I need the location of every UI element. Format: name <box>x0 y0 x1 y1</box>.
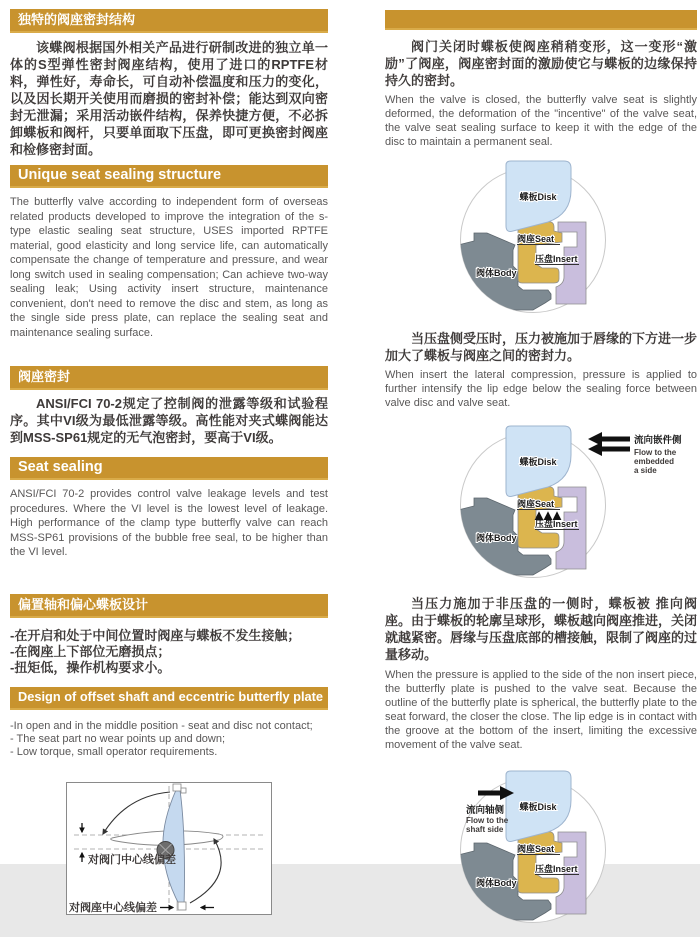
section-header-empty-bar <box>385 10 697 30</box>
section-header-offset-design-en: Design of offset shaft and eccentric butterfly plate <box>10 687 328 710</box>
paragraph-seal-structure-cn: 该蝶阀根据国外相关产品进行研制改进的独立单一体的S型弹性密封阀座结构，使用了进口的RPTFE材料，弹性好，寿命长，可自动补偿温度和压力的变化，以及因长期开关使用而磨损的密封补偿；能达到双向密封无泄漏；采用活动嵌件结构，保养快捷方便，不必拆卸蝶板和阀杆，只要单面取下压盘，即可更换密封阀座和检修密封面。 <box>10 40 328 157</box>
valve-centerline-offset-label: 对阀门中心线偏差 <box>88 853 176 866</box>
bullet-en-1: -In open and in the middle position - seat and disc not contact; <box>10 719 313 732</box>
bullet-cn-2: -在阀座上下部位无磨损点； <box>10 643 171 659</box>
paragraph-valve-closed-en: When the valve is closed, the butterfly valve seat is slightly deformed, the deformation of the "incentive" of the valve seat, the valve seat sealing surface to keep it with the edge of the disc to maintain a permanent seal. <box>385 94 697 148</box>
seat-centerline-offset-label: 对阀座中心线偏差 <box>69 901 157 914</box>
valve-cross-section-diagram-2 <box>438 417 682 592</box>
flow-arrow-left-2 <box>588 442 630 456</box>
bullet-cn-3: -扭矩低，操作机构要求小。 <box>10 659 171 675</box>
section-header-offset-design-cn: 偏置轴和偏心蝶板设计 <box>10 594 328 618</box>
section-header-seal-structure-en: Unique seat sealing structure <box>10 165 328 188</box>
valve-cross-section-diagram-1 <box>438 152 678 327</box>
right-column <box>385 0 697 937</box>
flow-shaft-label-en2: shaft side <box>466 825 504 834</box>
paragraph-seat-sealing-en: ANSI/FCI 70-2 provides control valve leakage levels and test procedures. Where the VI level is the lowest level of leakage. High performance of the clamp type butterfly valve can reach MSS-SP61 provisions of the bubble free seal, to be higher than the VI level. <box>10 488 328 558</box>
paragraph-seal-structure-en: The butterfly valve according to independent form of overseas related products developed to improve the integration of the s-type elastic sealing seat structure, USES imported RPTFE material, good elasticity and long service life, can automatically compensate the change of temperature and pressure, and wear long switch used in sealing compensation; Can achieve two-way sealing leak; Using activity insert structure, maintenance convenient, don't need to remove the disc and stem, as long as the single side press plate, can replace the sealing seat and maintenance sealing surface. <box>10 196 328 339</box>
flow-insert-label-cn: 流向嵌件侧 <box>634 435 682 446</box>
flow-arrow-left-1 <box>588 432 630 446</box>
bullet-en-2: - The seat part no wear points up and down; <box>10 732 226 745</box>
section-header-seat-sealing-cn: 阀座密封 <box>10 366 328 390</box>
stem-top-key <box>181 788 186 793</box>
flow-insert-label-en1: Flow to the <box>634 448 677 457</box>
bullet-cn-1: -在开启和处于中间位置时阀座与蝶板不发生接触； <box>10 627 301 643</box>
paragraph-seat-sealing-cn: ANSI/FCI 70-2规定了控制阀的泄露等级和试验程序。其中VI级为最低泄露等级。高性能对夹式蝶阀能达到MSS-SP61规定的无气泡密封，要高于VI级。 <box>10 396 328 445</box>
paragraph-shaft-side-pressure-cn: 当压力施加于非压盘的一侧时，蝶板被 推向阀座。由于蝶板的轮廓呈球形，蝶板越向阀座推进，关闭就越紧密。唇缘与压盘底部的槽接触，限制了阀座的过量移动。 <box>385 596 698 662</box>
offset-design-bullets-cn <box>10 628 328 676</box>
left-column <box>10 0 328 915</box>
paragraph-shaft-side-pressure-en: When the pressure is applied to the side of the non insert piece, the butterfly plate is pushed to the valve seat. Because the outline of the butterfly plate is spherical, the butterfly plate to the seat forward, the closer the close. The lip edge is in contact with the groove at the bottom of the insert, limiting the excessive movement of the valve seat. <box>385 669 697 751</box>
stem-bottom <box>178 902 186 910</box>
flow-to-insert-arrows <box>588 432 630 456</box>
section-header-seat-sealing-en: Seat sealing <box>10 457 328 480</box>
flow-insert-label-en2: embedded <box>634 457 675 466</box>
valve-cross-section-diagram-3 <box>438 762 678 937</box>
flow-shaft-label-en1: Flow to the <box>466 816 509 825</box>
offset-design-bullets-en <box>10 720 328 759</box>
section-header-seal-structure-cn: 独特的阀座密封结构 <box>10 9 328 33</box>
bullet-en-3: - Low torque, small operator requirements. <box>10 745 218 758</box>
flow-shaft-label-cn: 流向轴侧 <box>466 805 505 816</box>
flow-insert-label-en3: a side <box>634 466 657 475</box>
paragraph-insert-side-pressure-cn: 当压盘侧受压时，压力被施加于唇缘的下方进一步加大了蝶板与阀座之间的密封力。 <box>385 331 698 363</box>
eccentric-disc-diagram <box>66 782 272 915</box>
paragraph-valve-closed-cn: 阀门关闭时蝶板使阀座稍稍变形，这一变形“激励”了阀座，阀座密封面的激励使它与蝶板的边缘保持持久的密封。 <box>385 39 697 88</box>
stem-top <box>173 784 181 791</box>
paragraph-insert-side-pressure-en: When insert the lateral compression, pressure is applied to further intensify the lip edge below the sealing force between valve disc and valve seat. <box>385 369 697 409</box>
